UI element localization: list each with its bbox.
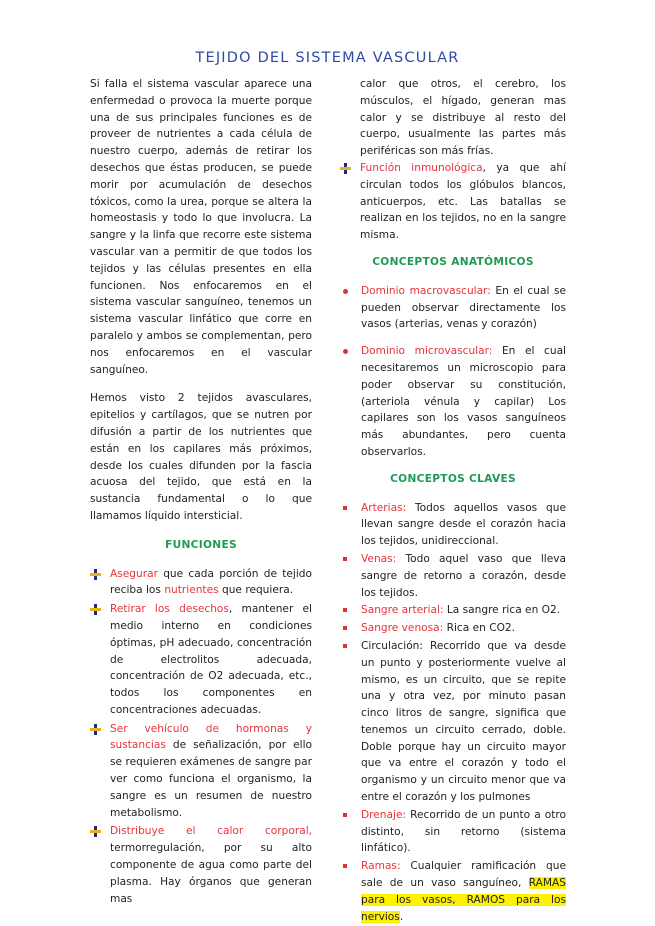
left-column xyxy=(90,76,312,909)
item-text: En el cual necesitaremos un microscopio para poder observar su constitución, (arteriola vénula y capilar) Los capilares son los vasos sanguíneos más abundantes, pero cuenta observarlos. xyxy=(361,345,567,458)
dot-bullet-icon xyxy=(343,289,348,294)
item-text: de señalización, por ello se requieren exámenes de sangre par ver como funciona el organismo, la sangre es un resumen de nuestro metabolismo. xyxy=(110,739,312,819)
red-term: Distribuye el calor corporal, xyxy=(110,825,312,838)
dot-bullet-icon xyxy=(343,349,348,354)
right-column xyxy=(340,76,566,926)
list-item xyxy=(340,620,566,637)
list-item xyxy=(90,601,312,719)
red-term: Arterias: xyxy=(361,501,407,514)
square-bullet-icon xyxy=(343,864,347,868)
red-term: Dominio microvascular: xyxy=(361,345,493,358)
item-text: Todos aquellos vasos que llevan sangre desde el corazón hacia los tejidos, unidireccional. xyxy=(361,501,566,548)
list-item xyxy=(340,638,566,806)
list-item xyxy=(90,721,312,822)
item-text: . xyxy=(399,910,404,923)
item-text: Todo aquel vaso que lleva sangre de retorno a corazón, desde los tejidos. xyxy=(361,552,566,599)
item-text: que cada porción de tejido reciba los xyxy=(110,567,312,597)
red-term: Dominio macrovascular: xyxy=(361,284,491,297)
list-item xyxy=(90,566,312,600)
plus-bullet-icon xyxy=(90,604,101,615)
page-title: TEJIDO DEL SISTEMA VASCULAR xyxy=(195,50,460,66)
item-text: Circulación: Recorrido que va desde un punto y posteriormente vuelve al mismo, es un circuito, que se repite una y otra vez, por minuto pasan cinco litros de sangre, significa que tenemos un circuito cerrado, doble. Doble porque hay un circuito mayor que va entre el corazón y todo el organismo y un circuito menor que va entre el corazón y los pulmones xyxy=(361,639,566,804)
red-term: Sangre arterial: xyxy=(361,604,444,617)
plus-bullet-icon xyxy=(90,724,101,735)
item-text: , mantener el medio interno en condiciones óptimas, pH adecuado, concentración de electrolitos adecuada, concentración de O2 adecuada, etc., todos los componentes en concentraciones adecuadas. xyxy=(110,603,312,716)
list-item-continuation: calor que otros, el cerebro, los músculos, el hígado, generan mas calor y se distribuye al resto del cuerpo, usualmente las partes más periféricas son más frías. xyxy=(360,78,566,158)
square-bullet-icon xyxy=(343,813,347,817)
red-term: Función inmunológica xyxy=(360,161,483,174)
item-text: termorregulación, por su alto componente de agua como parte del plasma. Hay órganos que generan mas xyxy=(110,842,312,905)
square-bullet-icon xyxy=(343,506,347,510)
plus-bullet-icon xyxy=(340,163,351,174)
funciones-list xyxy=(90,566,312,908)
red-term: Drenaje: xyxy=(361,808,407,821)
item-text: En el cual se pueden observar directamente los vasos (arterias, venas y corazón) xyxy=(361,284,566,331)
item-text: Cualquier ramificación que sale de un vaso sanguíneo, xyxy=(361,860,566,890)
claves-list xyxy=(340,500,566,926)
red-term: Ser vehículo de hormonas y sustancias xyxy=(110,722,312,752)
intro-paragraph-2: Hemos visto 2 tejidos avasculares, epitelios y cartílagos, que se nutren por difusión a partir de los nutrientes que están en los capilares más próximos, desde los cuales difunden por la fascia acuosa del tejido, que está en la sustancia fundamental o lo que llamamos líquido intersticial. xyxy=(90,392,312,522)
item-text: Recorrido de un punto a otro distinto, sin retorno (sistema linfático). xyxy=(361,808,566,855)
anatomicos-list xyxy=(340,283,566,461)
list-item xyxy=(340,283,566,333)
item-text: La sangre rica en O2. xyxy=(443,604,561,617)
red-term: Asegurar xyxy=(110,567,158,580)
item-text: , ya que ahí circulan todos los glóbulos blancos, anticuerpos, etc. Las batallas se realizan en los tejidos, no en la sangre misma. xyxy=(360,161,566,242)
item-text: que requiera. xyxy=(218,584,294,597)
list-item xyxy=(340,602,566,619)
intro-paragraph-1: Si falla el sistema vascular aparece una enfermedad o provoca la muerte porque una de sus principales funciones es de proveer de nutrientes a cada célula de nuestro cuerpo, además de retirar los desechos que éstas producen, se puede morir por acumulación de desechos tóxicos, como la urea, porque se altera la homeostasis y todo lo que involucra. La sangre y la linfa que recorre este sistema vascular van a permitir de que todos los tejidos y las células presentes en ella funcionen. Nos enfocaremos en el sistema vascular sanguíneo, tenemos un sistema vascular linfático que corre en paralelo y ambos se complementan, pero nos enfocaremos en el vascular sanguíneo. xyxy=(90,78,312,376)
red-term: Ramas: xyxy=(361,860,401,873)
red-term: Sangre venosa: xyxy=(361,622,444,635)
highlighted-text: RAMAS para los vasos, RAMOS para los nervios xyxy=(361,877,566,923)
red-term: nutrientes xyxy=(164,584,219,597)
list-item xyxy=(90,823,312,907)
red-term: Retirar los desechos xyxy=(110,603,229,616)
plus-bullet-icon xyxy=(90,826,101,837)
anatomicos-heading: CONCEPTOS ANATÓMICOS xyxy=(372,255,534,268)
square-bullet-icon xyxy=(343,557,347,561)
square-bullet-icon xyxy=(343,644,347,648)
item-text: Rica en CO2. xyxy=(443,622,516,635)
plus-bullet-icon xyxy=(90,569,101,580)
square-bullet-icon xyxy=(343,608,347,612)
claves-heading: CONCEPTOS CLAVES xyxy=(390,472,516,485)
funciones-heading: FUNCIONES xyxy=(165,538,237,551)
list-item xyxy=(340,551,566,601)
red-term: Venas: xyxy=(361,552,397,565)
funciones-list-continued xyxy=(340,160,566,244)
square-bullet-icon xyxy=(343,626,347,630)
list-item xyxy=(340,500,566,550)
list-item xyxy=(340,343,566,461)
list-item xyxy=(340,807,566,857)
list-item xyxy=(340,160,566,244)
list-item xyxy=(340,858,566,925)
